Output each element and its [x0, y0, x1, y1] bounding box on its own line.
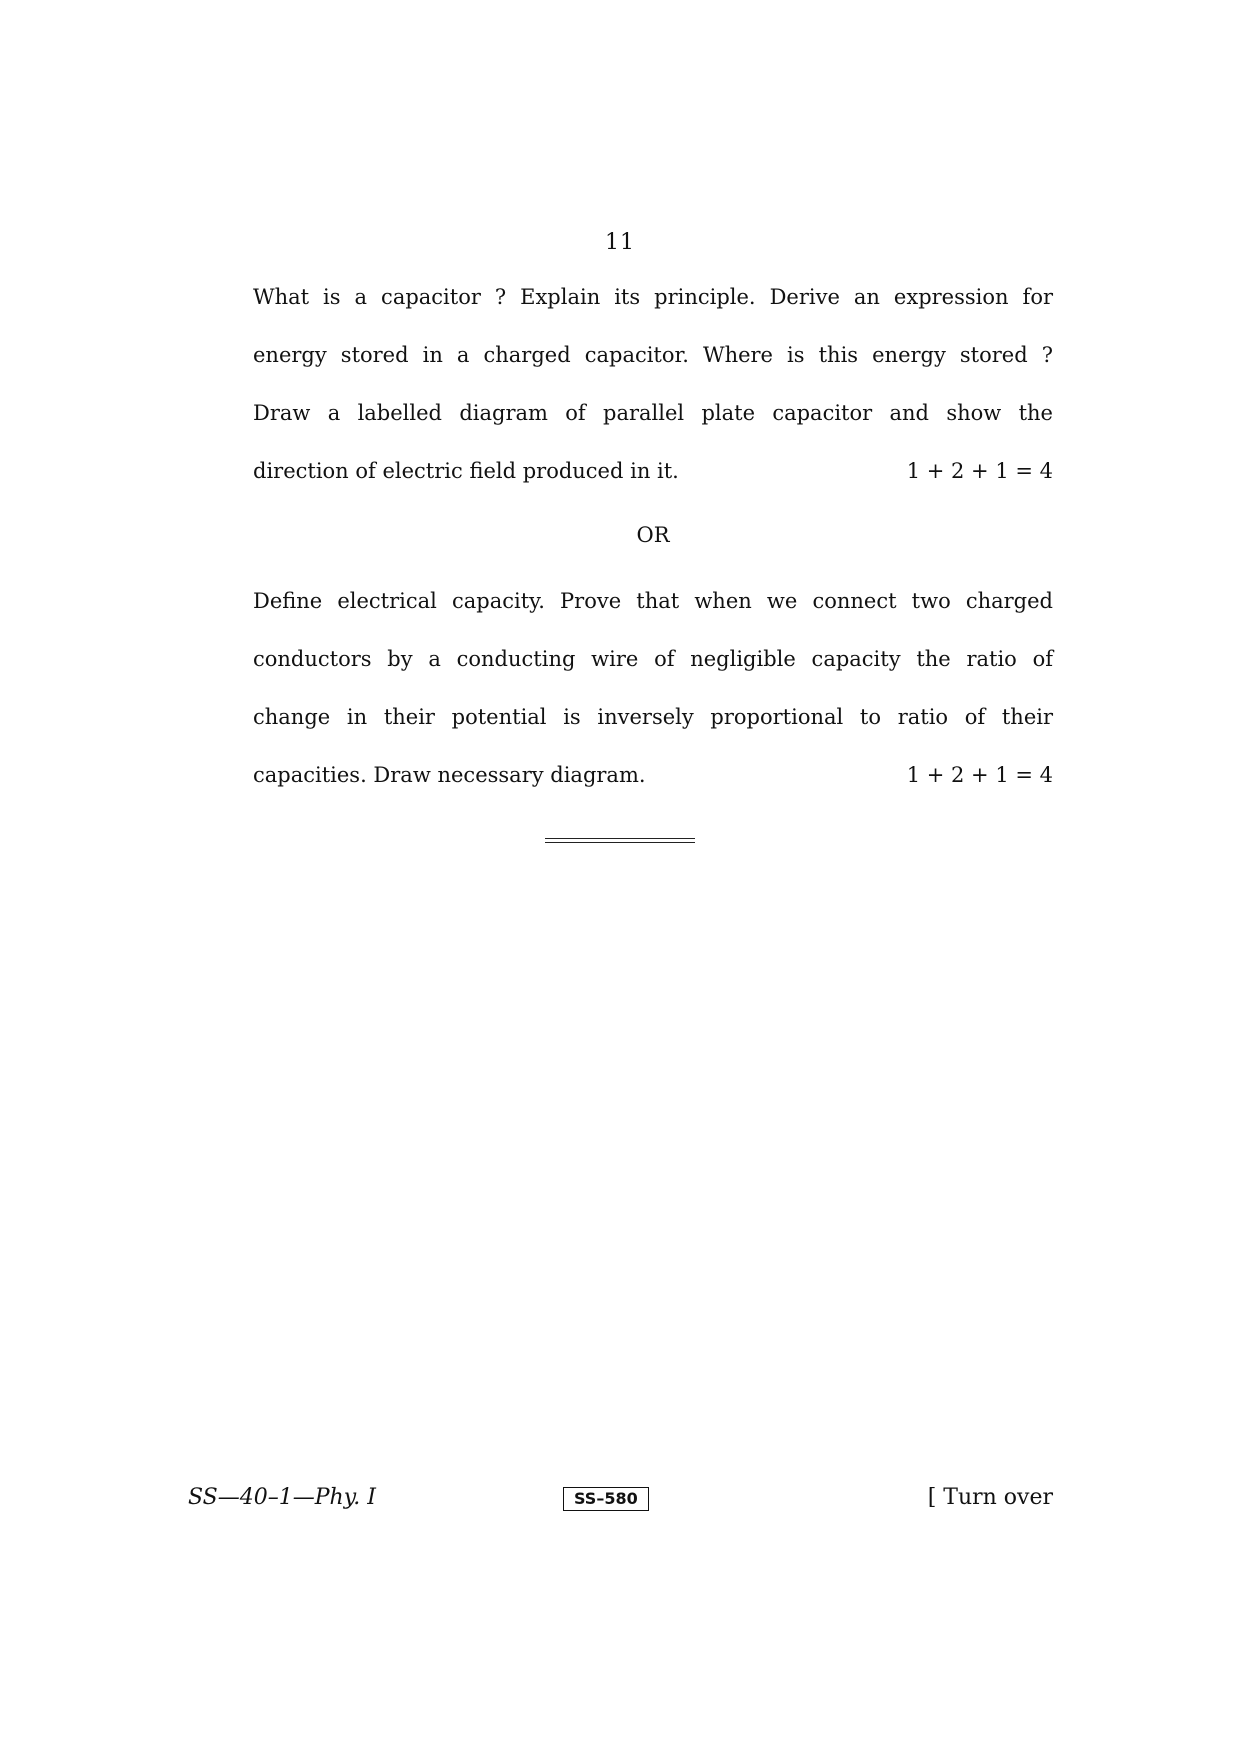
page-number: 11 [605, 230, 635, 255]
alternative-line: conductors by a conducting wire of negligible capacity the ratio of [253, 647, 1053, 671]
question-line: Draw a labelled diagram of parallel plate capacitor and show the [253, 401, 1053, 425]
end-of-paper-rule [545, 838, 695, 839]
alternative-line: capacities. Draw necessary diagram. [253, 763, 646, 787]
question-marks: 1 + 2 + 1 = 4 [906, 459, 1053, 483]
alternative-paragraph [253, 572, 1053, 804]
question-paragraph [253, 268, 1053, 500]
question-content [253, 268, 1053, 804]
paper-code: SS—40–1—Phy. I [188, 1485, 376, 1510]
question-line: energy stored in a charged capacitor. Where is this energy stored ? [253, 343, 1053, 367]
question-line: direction of electric field produced in it. [253, 459, 679, 483]
question-last-line [253, 442, 1053, 500]
paper-badge: SS–580 [563, 1487, 649, 1511]
alternative-marks: 1 + 2 + 1 = 4 [906, 763, 1053, 787]
question-line: What is a capacitor ? Explain its principle. Derive an expression for [253, 285, 1053, 309]
turn-over-label: [ Turn over [927, 1485, 1053, 1510]
page-footer [188, 1485, 1053, 1517]
alternative-last-line [253, 746, 1053, 804]
alternative-line: change in their potential is inversely proportional to ratio of their [253, 705, 1053, 729]
or-separator: OR [636, 523, 670, 547]
alternative-line: Define electrical capacity. Prove that when we connect two charged [253, 589, 1053, 613]
